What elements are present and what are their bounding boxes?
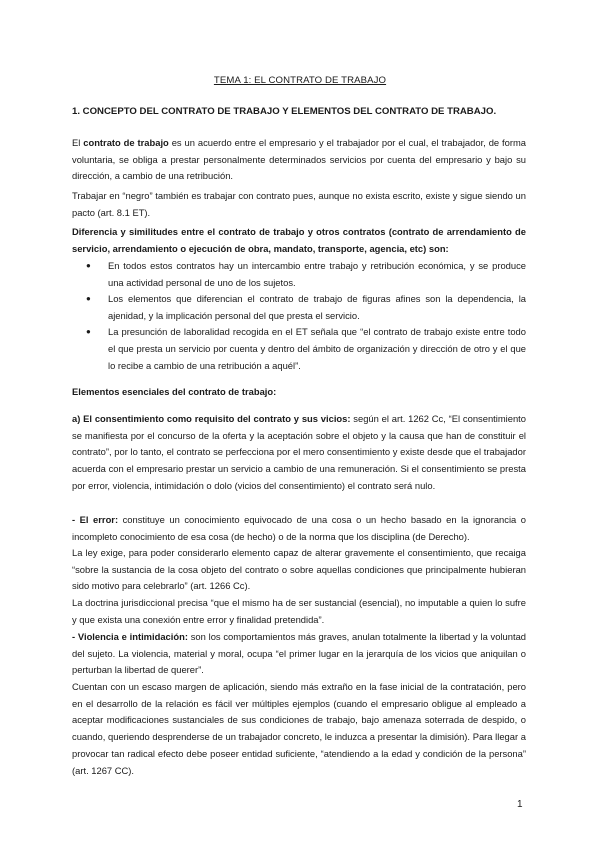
page-number: 1 [517, 799, 523, 810]
list-item [72, 291, 526, 324]
violence-text: son los comportamientos más graves, anulan totalmente la libertad y la voluntad del sujeto. La violencia, material y moral, ocupa “el primer lugar en la jerarquía de los vicios que aniquilan o perturban la libertad de querer”. [72, 631, 526, 676]
elements-heading: Elementos esenciales del contrato de trabajo: [72, 386, 277, 397]
error-heading: - El error: [72, 514, 119, 525]
document-title: TEMA 1: EL CONTRATO DE TRABAJO [213, 75, 387, 86]
paragraph-violence [72, 629, 526, 679]
list-item [72, 324, 526, 374]
list-item-text: En todos estos contratos hay un intercambio entre trabajo y retribución económica, y se produce una actividad personal de uno de los sujetos. [108, 260, 526, 288]
paragraph-differences: Diferencia y similitudes entre el contrato de trabajo y otros contratos (contrato de arrendamiento de servicio, arrendamiento o ejecución de obra, mandato, transporte, agencia, etc) son: [72, 226, 526, 254]
error-text: constituye un conocimiento equivocado de una cosa o un hecho basado en la ignorancia o incompleto conocimiento de esa cosa (de hecho) o de la norma que los disciplina (de Derecho). [72, 514, 526, 542]
consent-heading: a) El consentimiento como requisito del contrato y sus vicios: [72, 413, 351, 424]
paragraph-error [72, 512, 526, 545]
paragraph-error-law: La ley exige, para poder considerarlo elemento capaz de alterar gravemente el consentimiento, que recaiga “sobre la sustancia de la cosa objeto del contrato o sobre aquellas condiciones que principalmente hubieran sido motivo para celebrarlo” (art. 1266 Cc). [72, 547, 526, 592]
paragraph-error-doctrine: La doctrina jurisdiccional precisa “que el mismo ha de ser sustancial (esencial), no imputable a quien lo sufre y que exista una conexión entre error y finalidad pretendida”. [72, 597, 526, 625]
violence-heading: - Violencia e intimidación: [72, 631, 188, 642]
paragraph-violence-scope: Cuentan con un escaso margen de aplicación, siendo más extraño en la fase inicial de la contratación, pero en el desarrollo de la relación es fácil ver múltiples ejemplos (cuando el empresario obligue al empleado a aceptar modificaciones sustanciales de sus condiciones de trabajo, bajo amenaza soterrada de despido, o cuando, queriendo desprenderse de un trabajador concreto, le induzca a presentar la dimisión). Para llegar a provocar tan radical efecto debe poseer entidad suficiente, “atendiendo a la edad y condición de la persona” (art. 1267 CC). [72, 681, 526, 776]
definition-text-a: El [72, 137, 84, 148]
definition-text-c: es un acuerdo entre el empresario y el trabajador por el cual, el trabajador, de forma voluntaria, se obliga a prestar personalmente determinados servicios por cuenta del empresario y bajo su dirección, a cambio de una retribución. [72, 137, 526, 182]
bullet-icon: ● [86, 261, 91, 270]
list-item-text: La presunción de laboralidad recogida en el ET señala que “el contrato de trabajo existe entre todo el que presta un servicio por cuenta y dentro del ámbito de organización y dirección de otro y el que lo recibe a cambio de una retribución a aquél”. [108, 326, 526, 371]
paragraph-negro: Trabajar en “negro” también es trabajar con contrato pues, aunque no exista escrito, existe y sigue siendo un pacto (art. 8.1 ET). [72, 190, 526, 218]
section-heading: 1. CONCEPTO DEL CONTRATO DE TRABAJO Y ELEMENTOS DEL CONTRATO DE TRABAJO. [72, 106, 497, 117]
bullet-icon: ● [86, 327, 91, 337]
differences-list [72, 258, 526, 374]
definition-term: contrato de trabajo [83, 137, 169, 148]
paragraph-definition [72, 135, 526, 185]
list-item [72, 258, 526, 291]
consent-text: según el art. 1262 Cc, “El consentimiento se manifiesta por el concurso de la oferta y la aceptación sobre el objeto y la causa que han de constituir el contrato”, por lo tanto, el contrato se perfecciona por el mero consentimiento y existe desde que el trabajador acuerda con el empresario prestar un servicio a cambio de una remuneración. Si el consentimiento se presta por error, violencia, intimidación o dolo (vicios del consentimiento) el contrato será nulo. [72, 413, 526, 491]
bullet-icon: ● [86, 294, 91, 304]
paragraph-consent [72, 411, 526, 495]
list-item-text: Los elementos que diferencian el contrato de trabajo de figuras afines son la dependencia, la ajenidad, y la implicación personal del que presta el servicio. [108, 293, 526, 321]
